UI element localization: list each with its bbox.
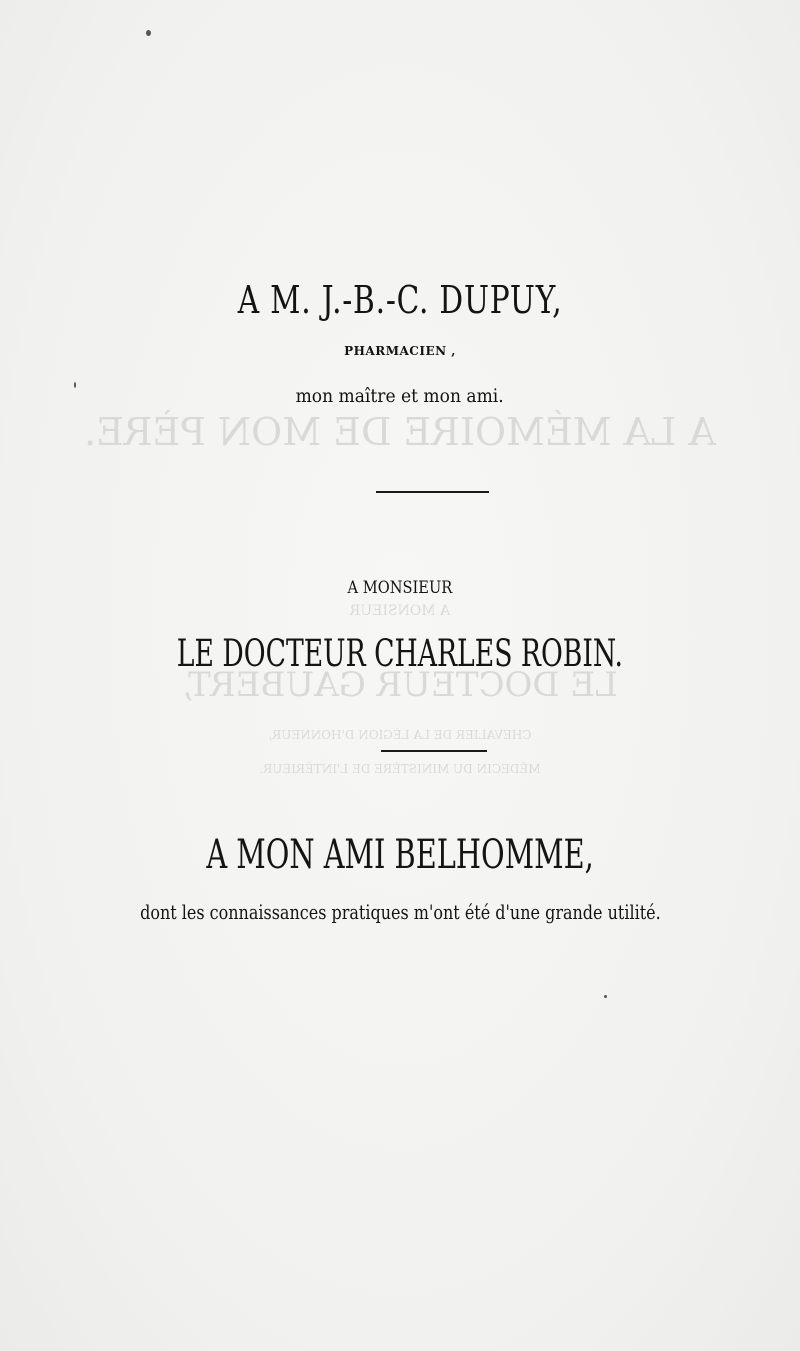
divider-rule <box>376 491 489 493</box>
show-through-text: MÉDECIN DU MINISTÈRE DE L'INTÉRIEUR. <box>259 762 541 776</box>
speck-mark <box>146 30 151 36</box>
dedication-3-subtitle: dont les connaissances pratiques m'ont été d'une grande utilité. <box>139 900 661 924</box>
dedication-3-heading: A MON AMI BELHOMME, <box>206 832 594 878</box>
speck-mark <box>604 995 607 998</box>
dedication-1-subtitle: mon maître et mon ami. <box>295 385 505 407</box>
show-through-text: A MONSIEUR <box>349 603 451 619</box>
dedication-1-heading: A M. J.-B.-C. DUPUY, <box>237 278 563 322</box>
show-through-text: CHEVALIER DE LA LÉGION D'HONNEUR, <box>268 728 532 742</box>
show-through-text: LE DOCTEUR GAUBERT, <box>182 665 618 705</box>
dedication-2-heading: A MONSIEUR <box>347 578 453 598</box>
dedication-2-name: LE DOCTEUR CHARLES ROBIN. <box>176 632 624 675</box>
dedication-1-title: PHARMACIEN , <box>344 344 456 358</box>
divider-rule <box>381 750 487 752</box>
show-through-text: A LA MÉMOIRE DE MON PÈRE. <box>84 410 716 454</box>
